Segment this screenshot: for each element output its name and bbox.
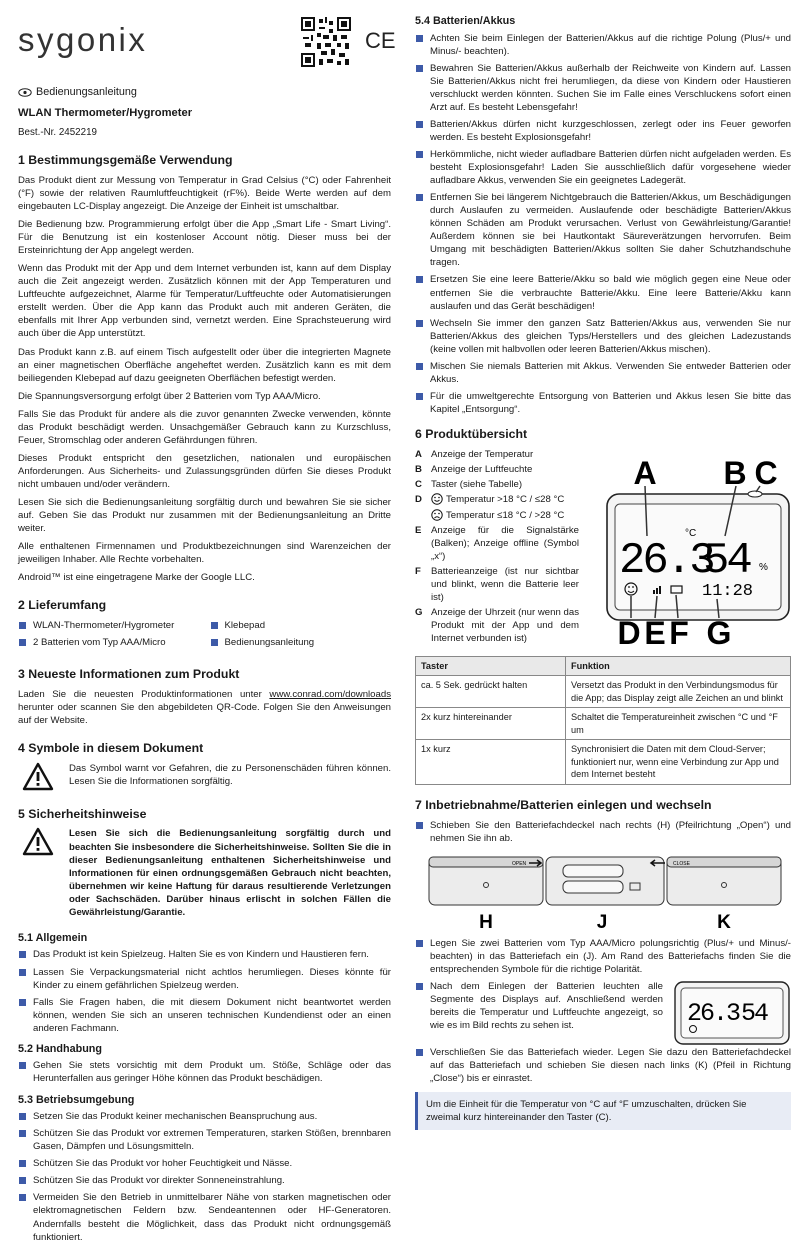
list-item: Bewahren Sie Batterien/Akkus außerhalb der Reichweite von Kindern auf. Lassen Sie Batterien/Akkus nicht frei herumliegen, da diese von Kindern oder Haustieren verschluckt werden könnten. Suchen Sie im Falle eines Verschluckens sofort einen Arzt auf. Es besteht Lebensgefahr! xyxy=(415,62,791,114)
list-item: Schützen Sie das Produkt vor hoher Feuchtigkeit und Nässe. xyxy=(18,1157,391,1170)
label-e: E xyxy=(644,614,666,651)
legend-item: A Anzeige der Temperatur xyxy=(415,448,534,460)
svg-text:CLOSE: CLOSE xyxy=(673,860,690,867)
list-item: Verschließen Sie das Batteriefach wieder. Legen Sie dazu den Batteriefachdeckel auf das Batteriefach und schieben Sie diesen nach links (K) (Pfeil in Richtung „Close“) bis er einrastet. xyxy=(415,1046,791,1085)
smiley-sad-icon xyxy=(431,509,443,521)
safety-warning-text: Lesen Sie sich die Bedienungsanleitung sorgfältig durch und beachten Sie insbesondere die Sicherheitshinweise. Sollten Sie die in dieser Bedienungsanleitung enthaltenen Sicherheitshinweise und Informationen für einen ordnungsgemäßen Gebrauch nicht beachten, übernehmen wir keine Haftung für daraus resultierende Verletzungen oder Sachschäden. Darüber hinaus erlischt in solchen Fällen die Gewährleistung/Garantie. xyxy=(69,828,391,918)
list-item: Wechseln Sie immer den ganzen Satz Batterien/Akkus aus, verwenden Sie nur Batterien/Akkus des gleichen Typs/Herstellers und des gleichen Ladezustands (keine vollen mit halbvollen oder leeren Batterien/Akkus mischen). xyxy=(415,317,791,356)
mini-display-figure xyxy=(673,980,791,1046)
s1-paragraph: Falls Sie das Produkt für andere als die zuvor genannten Zwecke verwenden, könnte das Produkt beschädigt werden. Unsachgemäßer Gebrauch kann zu Kurzschluss, Feuer, Stromschlag oder anderen Gefährdungen führen. xyxy=(18,408,391,446)
display-unit: °C xyxy=(685,527,697,539)
list-item: Legen Sie zwei Batterien vom Typ AAA/Micro polungsrichtig (Plus/+ und Minus/- beachten) in das Batteriefach ein (J). Am Rand des Batteriefachs finden Sie die entsprechenden Symbole für die richtige Polarität. xyxy=(415,937,791,976)
s1-paragraph: Lesen Sie sich die Bedienungsanleitung sorgfältig durch und bewahren Sie sie sicher auf. Geben Sie das Produkt nur zusammen mit der Bedienungsanleitung an Dritte weiter. xyxy=(18,496,391,535)
warning-icon xyxy=(22,827,54,856)
button-function-table xyxy=(415,656,791,785)
manual-label xyxy=(18,85,391,100)
label-j: J xyxy=(596,911,608,933)
setup-list-1 xyxy=(415,819,791,845)
list-item: Mischen Sie niemals Batterien mit Akkus. Verwenden Sie entweder Batterien oder Akkus. xyxy=(415,360,791,386)
list-item: Herkömmliche, nicht wieder aufladbare Batterien dürfen nicht aufgeladen werden. Es besteht Explosionsgefahr! Laden Sie ausschließlich dafür vorgesehene wieder aufladbare Akkus, verwenden Sie ein geeignetes Ladegerät. xyxy=(415,148,791,187)
list-item: Schieben Sie den Batteriefachdeckel nach rechts (H) (Pfeilrichtung „Open“) und nehmen Sie ihn ab. xyxy=(415,819,791,845)
list-item: Schützen Sie das Produkt vor extremen Temperaturen, starken Stößen, brennbaren Gasen, Dämpfen und Lösungsmitteln. xyxy=(18,1127,391,1153)
list-item: Setzen Sie das Produkt keiner mechanischen Beanspruchung aus. xyxy=(18,1110,391,1123)
section-5-4-heading: 5.4 Batterien/Akkus xyxy=(415,15,516,27)
safety-warning xyxy=(18,827,391,923)
label-f: F xyxy=(669,614,689,651)
handling-list xyxy=(18,1059,391,1085)
setup-list-4 xyxy=(415,1046,791,1085)
list-item: Nach dem Einlegen der Batterien leuchten alle Segmente des Displays auf. Anschließend werden bereits die Temperatur und Luftfeuchte angezeigt, so wie es im Bild rechts zu sehen ist. xyxy=(415,980,663,1032)
legend-item: E Anzeige für die Signalstärke (Balken); Anzeige offline (Symbol „x“) xyxy=(415,524,579,562)
symbol-explanation xyxy=(18,762,391,793)
overview-block xyxy=(415,448,791,651)
table-header: Funktion xyxy=(566,656,791,676)
list-item: Batterien/Akkus dürfen nicht kurzgeschlossen, zerlegt oder ins Feuer geworfen werden. Es besteht Explosionsgefahr! xyxy=(415,118,791,144)
legend-item: F Batterieanzeige (ist nur sichtbar und blinkt, wenn die Batterie leer ist) xyxy=(415,566,579,604)
label-g: G xyxy=(706,614,732,651)
table-row: 2x kurz hintereinander Schaltet die Temperatureinheit zwischen °C und °F um xyxy=(416,708,791,740)
legend-item: D Temperatur >18 °C / ≤28 °C Temperatur ≤18 °C / >28 °C xyxy=(415,493,565,521)
list-item: Achten Sie beim Einlegen der Batterien/Akkus auf die richtige Polung (Plus/+ und Minus/- beachten). xyxy=(415,32,791,58)
list-item: Schützen Sie das Produkt vor direkter Sonneneinstrahlung. xyxy=(18,1174,391,1187)
s1-paragraph: Android™ ist eine eingetragene Marke der Google LLC. xyxy=(18,572,255,584)
label-h: H xyxy=(479,911,493,933)
s1-paragraph: Die Spannungsversorgung erfolgt über 2 Batterien vom Typ AAA/Micro. xyxy=(18,390,321,402)
label-b: B xyxy=(723,454,747,491)
list-item: Lassen Sie Verpackungsmaterial nicht achtlos herumliegen. Dieses könnte für Kinder zu einem gefährlichen Spielzeug werden. xyxy=(18,966,391,992)
display-percent: % xyxy=(759,561,768,573)
label-a: A xyxy=(633,454,657,491)
svg-text:OPEN: OPEN xyxy=(512,860,527,867)
ce-mark: CE xyxy=(365,28,396,53)
list-item: Entfernen Sie bei längerem Nichtgebrauch die Batterien/Akkus, um Beschädigungen durch Auslaufen zu vermeiden. Auslaufende oder beschädigte Batterien/Akkus können Schäden am Produkt verursachen. Verlust von Gewährleistung/Garantie! Außerdem können sie bei Hautkontakt Säureverätzungen hervorrufen. Beim Umgang mit beschädigten Batterien/Akkus sollten Sie daher Schutzhandschuhe tragen. xyxy=(415,191,791,269)
order-number: Best.-Nr. 2452219 xyxy=(18,126,97,138)
section-7-heading: 7 Inbetriebnahme/Batterien einlegen und wechseln xyxy=(415,797,712,812)
list-item: Vermeiden Sie den Betrieb in unmittelbarer Nähe von starken magnetischen oder elektromagnetischen Feldern bzw. Sendeantennen oder HF-Generatoren. Andernfalls besteht die Möglichkeit, dass das Produkt nicht ordnungsgemäß funktioniert. xyxy=(18,1191,391,1243)
label-d: D xyxy=(617,614,641,651)
section-6-heading: 6 Produktübersicht xyxy=(415,426,528,441)
right-column xyxy=(415,14,791,1130)
section-5-1-heading: 5.1 Allgemein xyxy=(18,931,88,944)
table-row: ca. 5 Sek. gedrückt halten Versetzt das Produkt in den Verbindungsmodus für die App; das Display zeigt alle Zeichen an und blinkt xyxy=(416,676,791,708)
table-row: 1x kurz Synchronisiert die Daten mit dem Cloud-Server; funktioniert nur, wenn eine Verbindung zur App und dem Internet besteht xyxy=(416,740,791,785)
mini-humidity: 54 xyxy=(741,998,768,1028)
section-5-3-heading: 5.3 Betriebsumgebung xyxy=(18,1093,135,1106)
list-item: Gehen Sie stets vorsichtig mit dem Produkt um. Stöße, Schläge oder das Herunterfallen aus geringer Höhe können das Produkt beschädigen. xyxy=(18,1059,391,1085)
s1-paragraph: Das Produkt dient zur Messung von Temperatur in Grad Celsius (°C) oder Fahrenheit (°F) sowie der relativen Raumluftfeuchtigkeit (rF%). Beide Werte werden auf dem eingebauten LC-Display angezeigt. Die Anzeige der Einheit ist umschaltbar. xyxy=(18,174,391,213)
s1-paragraph: Das Produkt kann z.B. auf einem Tisch aufgestellt oder über die integrierten Magnete an einer magnetischen Oberfläche angeheftet werden. Zusätzlich kann es mit dem beiliegenden Klebepad auf dazu geeigneten Oberflächen befestigt werden. xyxy=(18,346,391,384)
setup-list-2 xyxy=(415,937,791,976)
section-2-heading: 2 Lieferumfang xyxy=(18,598,107,613)
smiley-happy-icon xyxy=(431,493,443,505)
display-humidity: 54 xyxy=(703,535,750,586)
table-header: Taster xyxy=(416,656,566,676)
section-5-2-heading: 5.2 Handhabung xyxy=(18,1042,102,1055)
legend-item: G Anzeige der Uhrzeit (nur wenn das Produkt mit der App und dem Internet verbunden ist) xyxy=(415,607,579,645)
general-list xyxy=(18,948,391,1034)
delivery-list xyxy=(18,619,391,653)
list-item: Das Produkt ist kein Spielzeug. Halten Sie es von Kindern und Haustieren fern. xyxy=(18,948,391,961)
section-5-heading: 5 Sicherheitshinweise xyxy=(18,806,147,821)
eye-icon xyxy=(18,88,32,97)
battery-compartment-figure xyxy=(415,849,791,933)
list-item: Bedienungsanleitung xyxy=(210,636,392,649)
manual-text: Bedienungsanleitung xyxy=(36,86,137,98)
section-1-heading: 1 Bestimmungsgemäße Verwendung xyxy=(18,153,233,168)
downloads-link[interactable]: www.conrad.com/downloads xyxy=(269,688,391,700)
list-item: Klebepad xyxy=(210,619,392,632)
s1-paragraph: Alle enthaltenen Firmennamen und Produktbezeichnungen sind Warenzeichen der jeweiligen Inhaber. Alle Rechte vorbehalten. xyxy=(18,541,391,566)
section-3-heading: 3 Neueste Informationen zum Produkt xyxy=(18,667,240,682)
battery-list xyxy=(415,32,791,416)
list-item: 2 Batterien vom Typ AAA/Micro xyxy=(18,636,200,649)
setup-list-3 xyxy=(415,980,663,1036)
list-item: Ersetzen Sie eine leere Batterie/Akku so bald wie möglich gegen eine Neue oder entfernen Sie die verbrauchte Batterie/Akku. Eine leere Batterie/Akku kann auslaufen und das Gerät beschädigen! xyxy=(415,273,791,312)
label-c: C xyxy=(754,454,778,491)
s1-paragraph: Dieses Produkt entspricht den gesetzlichen, nationalen und europäischen Anforderungen. Aus Sicherheits- und Zulassungsgründen dürfen Sie dieses Produkt nicht umbauen und/oder verändern. xyxy=(18,452,391,490)
s1-paragraph: Die Bedienung bzw. Programmierung erfolgt über die App „Smart Life - Smart Living“. Für die Benutzung ist ein kostenloser Account nötig. Dieser muss bei der Ersteinrichtung der App angelegt werden. xyxy=(18,219,391,257)
qr-code[interactable] xyxy=(301,17,351,67)
device-figure xyxy=(585,448,793,651)
s1-paragraph: Wenn das Produkt mit der App und dem Internet verbunden ist, kann auf dem Display auch die Zeit angezeigt werden. Zusätzlich können mit der App Temperaturen und Luftfeuchte aufgezeichnet, Alarme für Temperatur/Luftfeuchte oder Automatisierungen erstellt werden. Über die App kann das Produkt auch mit anderen Geräten, die ebenfalls mit Ihrer App verbunden sind, vernetzt werden. Eine Sprachsteuerung wird auch über die App unterstützt. xyxy=(18,263,391,340)
legend-item: B Anzeige der Luftfeuchte xyxy=(415,463,533,475)
s3-paragraph: Laden Sie die neuesten Produktinformationen unter www.conrad.com/downloads herunter oder scannen Sie den abgebildeten QR-Code. Folgen Sie den Anweisungen auf der Website. xyxy=(18,688,391,726)
mini-temp: 26.3 xyxy=(687,998,740,1028)
display-time: 11:28 xyxy=(702,581,754,601)
left-column xyxy=(18,0,396,1248)
legend-item: C Taster (siehe Tabelle) xyxy=(415,478,523,490)
header xyxy=(18,0,396,78)
label-k: K xyxy=(717,911,731,933)
overview-legend xyxy=(415,448,579,648)
list-item: WLAN-Thermometer/Hygrometer xyxy=(18,619,200,632)
section-4-heading: 4 Symbole in diesem Dokument xyxy=(18,740,204,755)
environment-list xyxy=(18,1110,391,1243)
product-title: WLAN Thermometer/Hygrometer xyxy=(18,106,193,119)
list-item: Für die umweltgerechte Entsorgung von Batterien und Akkus lesen Sie bitte das Kapitel „Entsorgung“. xyxy=(415,390,791,416)
warning-icon xyxy=(22,762,54,791)
list-item: Falls Sie Fragen haben, die mit diesem Dokument nicht beantwortet werden können, wenden Sie sich an unseren technischen Kundendienst oder an einen anderen Fachmann. xyxy=(18,996,391,1035)
display-temp: 26.3 xyxy=(619,535,713,586)
brand-logo: sygonix xyxy=(18,21,148,58)
symbol-text: Das Symbol warnt vor Gefahren, die zu Personenschäden führen können. Lesen Sie die Informationen sorgfältig. xyxy=(69,762,391,787)
unit-switch-note: Um die Einheit für die Temperatur von °C auf °F umzuschalten, drücken Sie zweimal kurz hintereinander den Taster (C). xyxy=(415,1092,791,1130)
